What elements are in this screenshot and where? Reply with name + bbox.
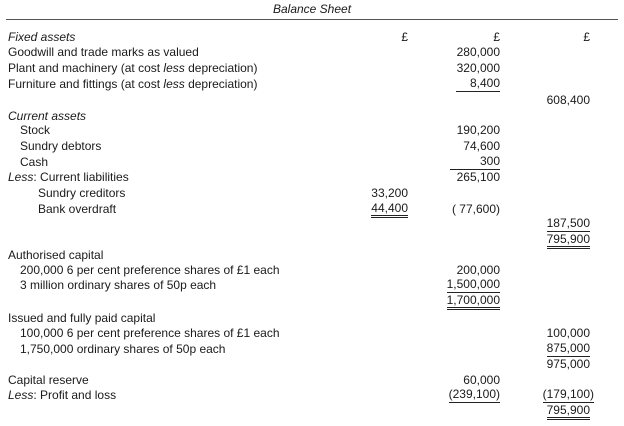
row-cash (0, 154, 624, 170)
label-iss-pref: 100,000 6 per cent preference shares of £1 each (20, 326, 280, 340)
currency-col-3: £ (583, 30, 590, 44)
value-current-liabilities: ( 77,600) (451, 202, 500, 216)
value-iss-pref: 100,000 (546, 326, 590, 340)
value-stock: 190,200 (456, 123, 500, 137)
label-debtors: Sundry debtors (20, 139, 102, 153)
row-plant (0, 60, 624, 76)
row-auth-pref (0, 262, 624, 278)
value-goodwill: 280,000 (456, 45, 500, 59)
row-iss-total (0, 356, 624, 372)
row-stock (0, 122, 624, 138)
label-plant: Plant and machinery (at cost less depreciation) (8, 61, 258, 75)
row-goodwill (0, 44, 624, 60)
row-creditors (0, 185, 624, 201)
row-final-total (0, 403, 624, 419)
row-overdraft (0, 201, 624, 217)
value-furniture: 8,400 (456, 76, 500, 92)
currency-col-1: £ (401, 30, 408, 44)
section-current-assets: Current assets (8, 109, 87, 123)
value-auth-ord: 1,500,000 (446, 277, 500, 291)
label-cash: Cash (20, 155, 49, 169)
currency-header-row (0, 29, 624, 45)
label-less-current-liabilities: Less: Current liabilities (8, 170, 129, 184)
row-debtors (0, 138, 624, 154)
row-issued-heading (0, 310, 624, 326)
row-iss-pref (0, 325, 624, 341)
row-authorised-heading (0, 247, 624, 263)
row-auth-total (0, 293, 624, 309)
row-net-total (0, 232, 624, 248)
section-fixed-assets: Fixed assets (8, 30, 76, 44)
row-profit-loss (0, 387, 624, 403)
value-plant: 320,000 (456, 61, 500, 75)
value-profit-loss: (239,100) (448, 387, 500, 401)
value-fixed-total: 608,400 (546, 93, 590, 107)
row-furniture (0, 76, 624, 92)
label-capital-reserve: Capital reserve (8, 373, 89, 387)
value-auth-total: 1,700,000 (447, 293, 500, 310)
row-iss-ord (0, 341, 624, 357)
value-iss-ord: 875,000 (546, 341, 590, 355)
value-profit-loss-net: (179,100) (542, 387, 594, 401)
row-capital-reserve (0, 372, 624, 388)
label-iss-ord: 1,750,000 ordinary shares of 50p each (20, 342, 226, 356)
value-net-total: 795,900 (547, 232, 590, 249)
header-rule (6, 19, 618, 20)
label-auth-ord: 3 million ordinary shares of 50p each (20, 278, 217, 292)
row-auth-ord (0, 277, 624, 293)
label-profit-loss: Less: Profit and loss (8, 388, 117, 402)
row-less-current-liabilities (0, 169, 624, 185)
value-capital-reserve: 60,000 (463, 373, 500, 387)
value-current-assets-total: 265,100 (456, 170, 500, 184)
label-creditors: Sundry creditors (38, 186, 126, 200)
section-issued-capital: Issued and fully paid capital (8, 311, 156, 325)
value-auth-pref: 200,000 (456, 263, 500, 277)
value-overdraft: 44,400 (371, 201, 408, 218)
label-overdraft: Bank overdraft (38, 202, 117, 216)
value-debtors: 74,600 (463, 139, 500, 153)
page-title: Balance Sheet (272, 2, 352, 16)
label-furniture: Furniture and fittings (at cost less depreciation) (8, 77, 258, 91)
section-authorised-capital: Authorised capital (8, 248, 104, 262)
label-auth-pref: 200,000 6 per cent preference shares of £1 each (20, 263, 280, 277)
row-fixed-total (0, 92, 624, 108)
value-cash: 300 (450, 154, 500, 170)
value-net-current: 187,500 (546, 216, 590, 230)
label-goodwill: Goodwill and trade marks as valued (8, 45, 199, 59)
row-net-current (0, 216, 624, 232)
value-creditors: 33,200 (371, 186, 408, 200)
value-iss-total: 975,000 (546, 357, 590, 371)
value-final-total: 795,900 (547, 403, 590, 420)
label-stock: Stock (20, 123, 51, 137)
currency-col-2: £ (493, 30, 500, 44)
